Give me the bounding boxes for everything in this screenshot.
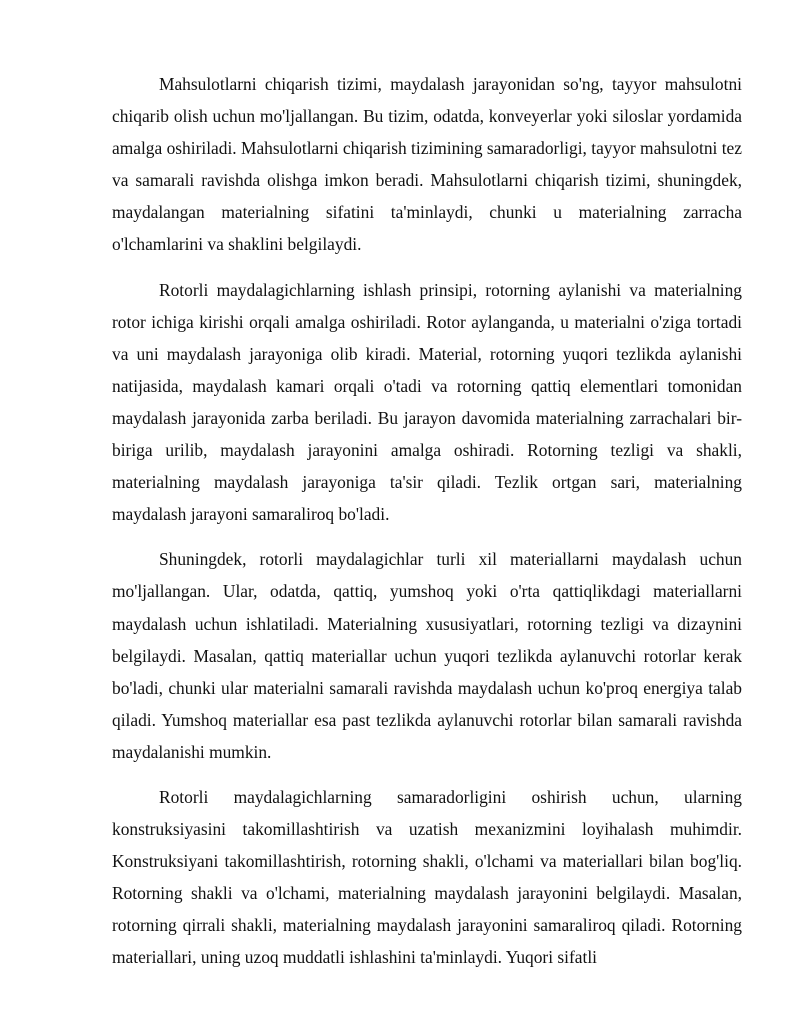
paragraph-working-principle: Rotorli maydalagichlarning ishlash prinsipi, rotorning aylanishi va materialning rotor ichiga kirishi orqali amalga oshiriladi. Rotor aylanganda, u materialni o'ziga tortadi va uni maydalash jarayoniga olib kiradi. Material, rotorning yuqori tezlikda aylanishi natijasida, maydalash kamari orqali o'tadi va rotorning qattiq elementlari tomonidan maydalash jarayonida zarba beriladi. Bu jarayon davomida materialning zarrachalari bir-biriga urilib, maydalash jarayonini amalga oshiradi. Rotorning tezligi va shakli, materialning maydalash jarayoniga ta'sir qiladi. Tezlik ortgan sari, materialning maydalash jarayoni samaraliroq bo'ladi. xyxy=(112,279,742,525)
paragraph-material-types: Shuningdek, rotorli maydalagichlar turli xil materiallarni maydalash uchun mo'ljallangan. Ular, odatda, qattiq, yumshoq yoki o'rta qattiqlikdagi materiallarni maydalash uchun ishlatiladi. Materialning xususiyatlari, rotorning tezligi va dizaynini belgilaydi. Masalan, qattiq materiallar uchun yuqori tezlikda aylanuvchi rotorlar kerak bo'ladi, chunki ular materialni samarali ravishda maydalash uchun ko'proq energiya talab qiladi. Yumshoq materiallar esa past tezlikda aylanuvchi rotorlar bilan samarali ravishda maydalanishi mumkin. xyxy=(112,549,742,762)
document-page xyxy=(112,68,742,987)
paragraph-output-system: Mahsulotlarni chiqarish tizimi, maydalash jarayonidan so'ng, tayyor mahsulotni chiqarib olish uchun mo'ljallangan. Bu tizim, odatda, konveyerlar yoki siloslar yordamida amalga oshiriladi. Mahsulotlarni chiqarish tizimining samaradorligi, tayyor mahsulotni tez va samarali ravishda olishga imkon beradi. Mahsulotlarni chiqarish tizimi, shuningdek, maydalangan materialning sifatini ta'minlaydi, chunki u materialning zarracha o'lchamlarini va shaklini belgilaydi. xyxy=(112,74,742,255)
paragraph-efficiency: Rotorli maydalagichlarning samaradorligini oshirish uchun, ularning konstruksiyasini takomillashtirish va uzatish mexanizmini loyihalash muhimdir. Konstruksiyani takomillashtirish, rotorning shakli, o'lchami va materiallari bilan bog'liq. Rotorning shakli va o'lchami, materialning maydalash jarayonini belgilaydi. Masalan, rotorning qirrali shakli, materialning maydalash jarayonini samaraliroq qiladi. Rotorning materiallari, uning uzoq muddatli ishlashini ta'minlaydi. Yuqori sifatli xyxy=(112,786,742,968)
